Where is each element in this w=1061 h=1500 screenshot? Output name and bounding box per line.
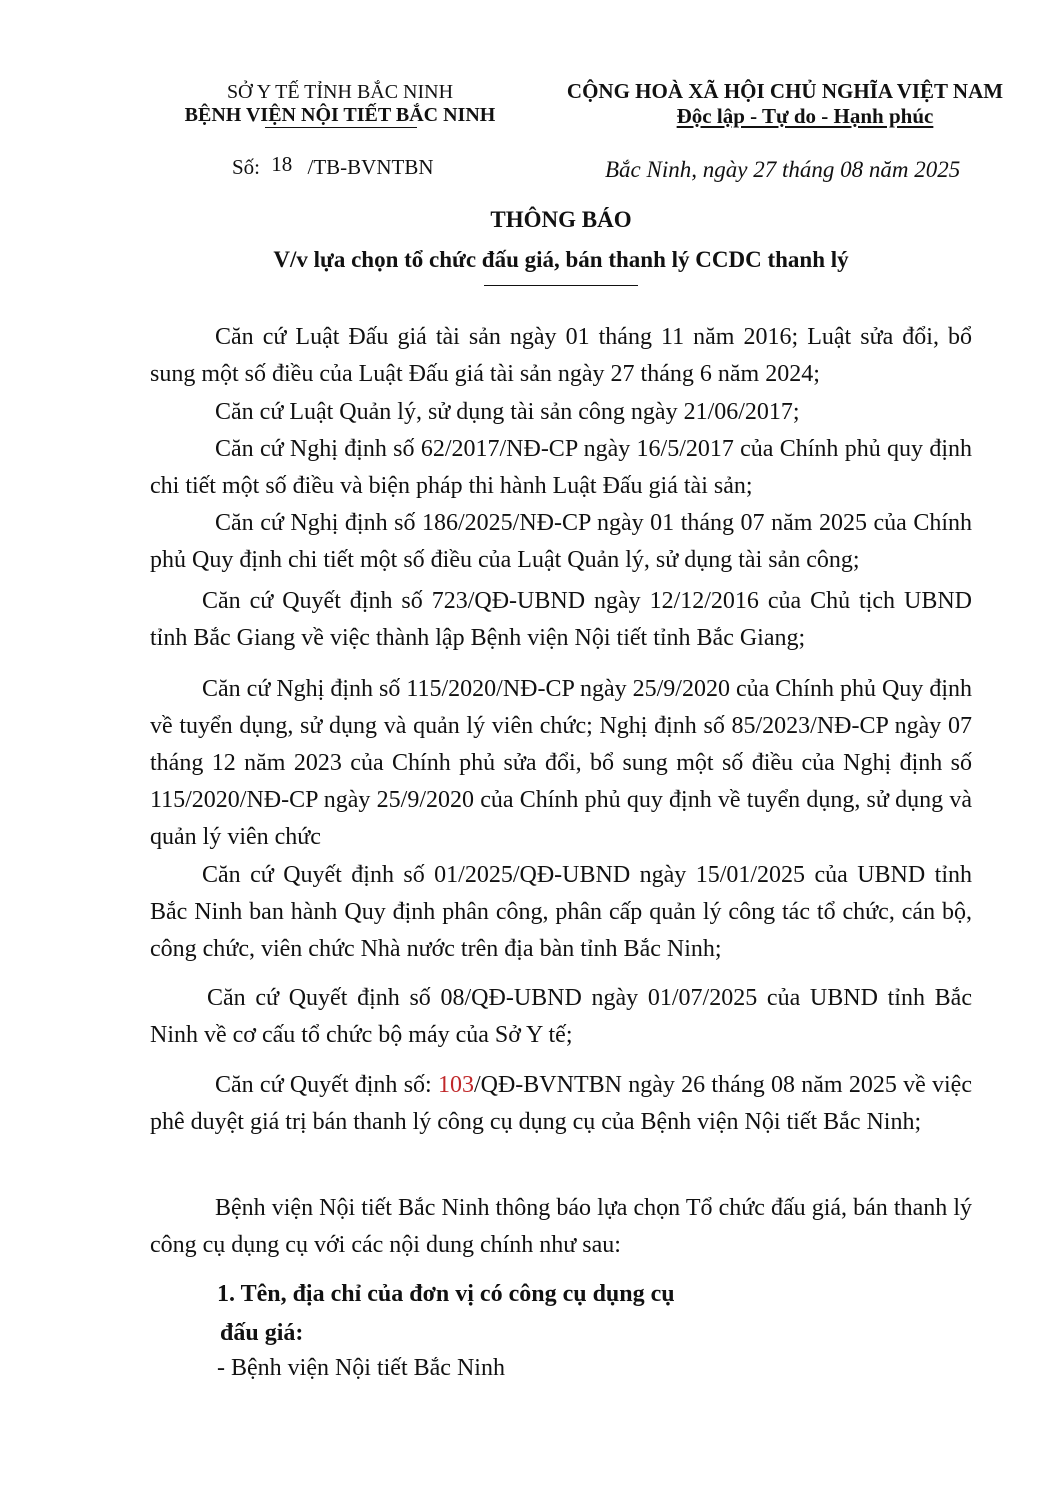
- paragraph-8: Căn cứ Quyết định số 08/QĐ-UBND ngày 01/07/2025 của UBND tỉnh Bắc Ninh về cơ cấu tổ chức bộ máy của Sở Y tế;: [150, 985, 972, 1048]
- country-name: CỘNG HOÀ XÃ HỘI CHỦ NGHĨA VIỆT NAM: [566, 79, 1004, 103]
- paragraph-announcement: Bệnh viện Nội tiết Bắc Ninh thông báo lựa chọn Tổ chức đấu giá, bán thanh lý công cụ dụng cụ với các nội dung chính như sau:: [150, 1195, 972, 1258]
- decision-prefix: Căn cứ Quyết định số:: [215, 1072, 438, 1098]
- document-title: THÔNG BÁO: [490, 207, 632, 232]
- paragraph-5: Căn cứ Quyết định số 723/QĐ-UBND ngày 12/12/2016 của Chủ tịch UBND tỉnh Bắc Giang về việc thành lập Bệnh viện Nội tiết tỉnh Bắc Giang;: [150, 588, 972, 651]
- decision-rest: /QĐ-BVNTBN ngày 26 tháng 08 năm 2025 về việc phê duyệt giá trị bán thanh lý công cụ dụng cụ của Bệnh viện Nội tiết Bắc Ninh;: [150, 1072, 972, 1135]
- document-number: [232, 154, 434, 180]
- header-left-rule: [265, 127, 417, 128]
- paragraph-2: Căn cứ Luật Quản lý, sử dụng tài sản công ngày 21/06/2017;: [215, 399, 800, 425]
- document-subject: V/v lựa chọn tổ chức đấu giá, bán thanh lý CCDC thanh lý: [273, 247, 849, 272]
- national-motto: Độc lập - Tự do - Hạnh phúc: [676, 104, 934, 128]
- decision-number: 103: [437, 1072, 474, 1098]
- document-number-suffix: /TB-BVNTBN: [307, 155, 434, 179]
- agency-name: SỞ Y TẾ TỈNH BẮC NINH: [226, 81, 454, 103]
- section-1-item: - Bệnh viện Nội tiết Bắc Ninh: [217, 1355, 505, 1381]
- paragraph-7: Căn cứ Quyết định số 01/2025/QĐ-UBND ngày 15/01/2025 của UBND tỉnh Bắc Ninh ban hành Quy định phân công, phân cấp quản lý công tác tổ chức, cán bộ, công chức, viên chức Nhà nước trên địa bàn tỉnh Bắc Ninh;: [150, 862, 972, 962]
- paragraph-4: Căn cứ Nghị định số 186/2025/NĐ-CP ngày 01 tháng 07 năm 2025 của Chính phủ Quy định chi tiết một số điều của Luật Quản lý, sử dụng tài sản công;: [150, 510, 972, 573]
- paragraph-decision: [150, 1067, 972, 1141]
- document-number-value: 18: [271, 152, 293, 176]
- paragraph-3: Căn cứ Nghị định số 62/2017/NĐ-CP ngày 16/5/2017 của Chính phủ quy định chi tiết một số điều và biện pháp thi hành Luật Đấu giá tài sản;: [150, 436, 972, 499]
- title-rule: [484, 285, 638, 286]
- hospital-name: BỆNH VIỆN NỘI TIẾT BẮC NINH: [184, 104, 496, 126]
- document-number-label: Số:: [232, 155, 261, 179]
- paragraph-6: Căn cứ Nghị định số 115/2020/NĐ-CP ngày 25/9/2020 của Chính phủ Quy định về tuyển dụng, sử dụng và quản lý viên chức; Nghị định số 85/2023/NĐ-CP ngày 07 tháng 12 năm 2023 của Chính phủ sửa đổi, bổ sung một số điều của Nghị định số 115/2020/NĐ-CP ngày 25/9/2020 của Chính phủ quy định về tuyển dụng, sử dụng và quản lý viên chức: [150, 676, 972, 850]
- place-date: Bắc Ninh, ngày 27 tháng 08 năm 2025: [605, 157, 961, 182]
- section-1-heading-continued: đấu giá:: [220, 1320, 304, 1346]
- section-1-heading: 1. Tên, địa chỉ của đơn vị có công cụ dụng cụ: [217, 1281, 675, 1307]
- paragraph-1: Căn cứ Luật Đấu giá tài sản ngày 01 tháng 11 năm 2016; Luật sửa đổi, bổ sung một số điều của Luật Đấu giá tài sản ngày 27 tháng 6 năm 2024;: [150, 324, 972, 387]
